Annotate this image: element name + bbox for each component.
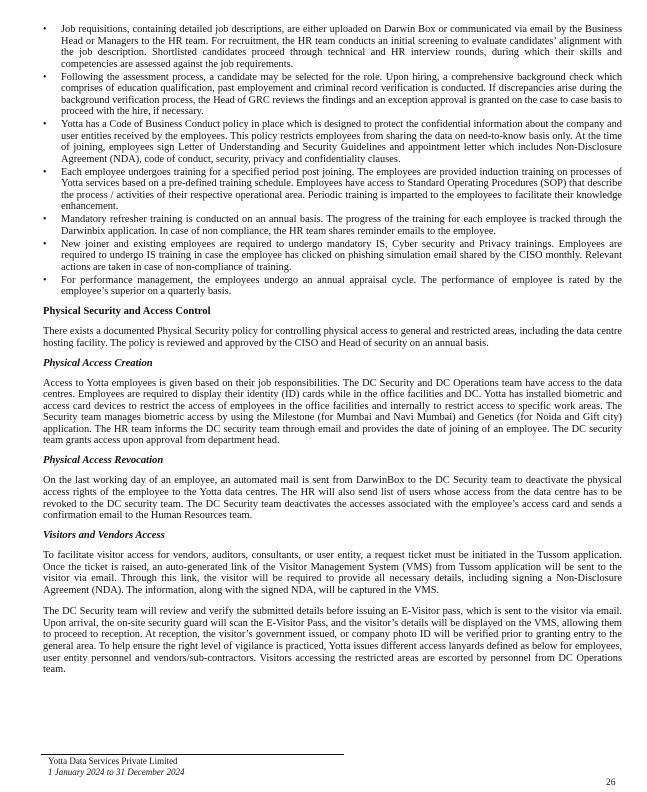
- bullet-icon: •: [43, 24, 47, 35]
- bullet-item-code-of-conduct: [43, 119, 622, 165]
- footer-divider: [41, 754, 344, 755]
- access-revocation-paragraph: On the last working day of an employee, an automated mail is sent from DarwinBox to the DC Security team to deactivate the physical access rights of the employee to the Yotta data centres. The HR will also send list of users whose access from the data centre has to be revoked to the DC security team. The DC Security team deactivates the accesses associated with the employee’s access card and sends a confirmation email to the Human Resources team.: [43, 475, 622, 522]
- bullet-text: Following the assessment process, a candidate may be selected for the role. Upon hiring, a comprehensive background check which comprises of education qualification, past employement and criminal record verification is conducted. If discrepancies arise during the background verification process, the Head of GRC reviews the findings and an exception approval is granted on the case to case basis to proceed with the hire, if necessary.: [61, 71, 622, 118]
- bullet-icon: •: [43, 166, 47, 178]
- section-heading-physical-security: Physical Security and Access Control: [43, 305, 211, 317]
- bullet-text: Job requisitions, containing detailed job descriptions, are either uploaded on Darwin Box or communicated via email by the Business Head or Managers to the HR team. For recruitment, the HR team conducts an initial screening to evaluate candidates’ alignment with the job description. Shortlisted candidates proceed through technical and HR interview rounds, during which their skills and competencies are assessed against the job requirements.: [61, 24, 622, 70]
- subheading-access-revocation: Physical Access Revocation: [43, 455, 164, 467]
- physical-security-paragraph: There exists a documented Physical Security policy for controlling physical access to general and restricted areas, including the data centre hosting facility. The policy is reviewed and approved by the CISO and Head of security on an annual basis.: [43, 325, 622, 349]
- footer-reporting-period: 1 January 2024 to 31 December 2024: [48, 767, 185, 777]
- bullet-item-performance-management: [43, 275, 622, 298]
- visitors-access-paragraph-1: To facilitate visitor access for vendors, auditors, consultants, or user entity, a request ticket must be initiated in the Tussom application. Once the ticket is raised, an auto-generated link of the Visitor Management System (VMS) from Tussom application will be sent to the visitor via email. Through this link, the visitor will be required to provide all necessary details, including signing a Non-Disclosure Agreement (NDA). The information, along with the signed NDA, will be captured in the VMS.: [43, 550, 622, 596]
- page-number: 26: [606, 778, 616, 788]
- bullet-icon: •: [43, 71, 47, 83]
- bullet-icon: •: [43, 274, 47, 286]
- visitors-access-paragraph-2: The DC Security team will review and verify the submitted details before issuing an E-Visitor pass, which is sent to the visitor via email. Upon arrival, the on-site security guard will scan the E-Visitor Pass, and the visitor’s details will be displayed on the VMS, allowing them to proceed to reception. At reception, the visitor’s government issued, or company photo ID will be verified prior to granting entry to the general area. To help ensure the right level of vigilance is practiced, Yotta issues different access lanyards defined as below for employees, user entity personnel and vendors/sub-contractors. Visitors accessing the restricted areas are escorted by personnel from DC Operations team.: [43, 606, 622, 676]
- bullet-text: New joiner and existing employees are required to undergo mandatory IS, Cyber security and Privacy trainings. Employees are required to undergo IS training in case the employee has clicked on phishing simulation email shared by the CISO monthly. Relevant actions are taken in case of non-compliance of training.: [61, 238, 622, 273]
- subheading-visitors-access: Visitors and Vendors Access: [43, 530, 165, 542]
- footer-company-name: Yotta Data Services Private Limited: [48, 756, 178, 766]
- bullet-text: Yotta has a Code of Business Conduct policy in place which is designed to protect the confidential information about the company and user entities received by the employees. This policy restricts employees from sharing the data on need-to-know basis only. At the time of joining, employees sign Letter of Understanding and Security Guidelines and appointment letter which includes Non-Disclosure Agreement (NDA), code of conduct, security, privacy and confidentiality clauses.: [61, 119, 622, 165]
- bullet-text: Each employee undergoes training for a specified period post joining. The employees are provided induction training on processes of Yotta services based on a pre-defined training schedule. Employees have access to Standard Operating Procedures (SOP) that describe the process / activities of their respective operational area. Periodic training is imparted to the employees to facilitate their knowledge enhancement.: [61, 166, 622, 213]
- document-body: [43, 24, 622, 676]
- bullet-text: For performance management, the employees undergo an annual appraisal cycle. The performance of employee is rated by the employee’s superior on a quarterly basis.: [61, 274, 622, 298]
- hr-controls-bullet-list: [43, 24, 622, 298]
- bullet-icon: •: [43, 119, 47, 131]
- page-footer: [48, 756, 184, 778]
- bullet-item-security-trainings: [43, 239, 622, 274]
- bullet-item-induction-training: [43, 167, 622, 213]
- bullet-icon: •: [43, 238, 47, 250]
- subheading-access-creation: Physical Access Creation: [43, 357, 153, 369]
- access-creation-paragraph: Access to Yotta employees is given based on their job responsibilities. The DC Security and DC Operations team have access to the data centres. Employees are required to display their identity (ID) cards while in the office facilities and DC. Yotta has installed biometric and access card devices to restrict the access of employees in the office facilities and internally to restrict access to specific work areas. The Security team manages biometric access by using the Milestone (for Mumbai and Navi Mumbai) and Genetics (for Noida and Gift city) application. The HR team informs the DC security team through email and provides the date of joining of an employee. The DC security team grants access upon approval from department head.: [43, 377, 622, 447]
- bullet-item-refresher-training: [43, 214, 622, 237]
- bullet-item-background-check: [43, 72, 622, 118]
- bullet-text: Mandatory refresher training is conducted on an annual basis. The progress of the training for each employee is tracked through the Darwinbix application. In case of non compliance, the HR team shares reminder emails to the employee.: [61, 214, 622, 237]
- bullet-item-job-requisitions: [43, 24, 622, 70]
- bullet-icon: •: [43, 214, 47, 226]
